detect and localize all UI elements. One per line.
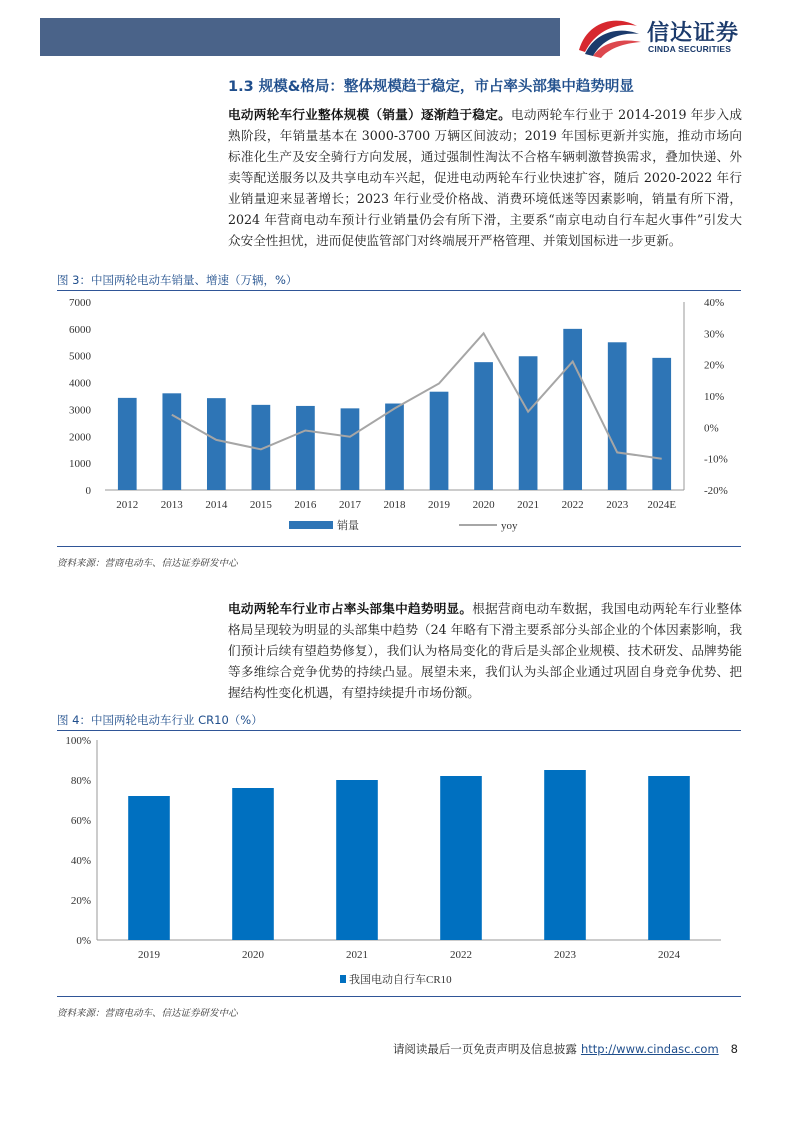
paragraph-body: 根据营商电动车数据，我国电动两轮车行业整体格局呈现较为明显的头部集中趋势（24 年略有下滑主要系部分头部企业的个体因素影响，我们预计后续有望趋势修复），我们认为格局变化的背后是头部企业规模、技术研发、品牌势能等多维综合竞争优势的持续凸显。展望未来，我们认为头部企业通过巩固自身竞争优势、把握结构性变化机遇，有望持续提升市场份额。 [228,601,743,700]
y-left-tick-label: 5000 [69,350,91,363]
line-yoy [172,333,662,458]
header-bar [40,18,560,56]
x-tick-label: 2020 [472,499,495,511]
legend-label-yoy: yoy [501,520,518,532]
bar-sales [563,329,582,490]
bar-sales [430,392,449,490]
x-tick-label: 2022 [561,499,584,511]
figure-4-bottom-rule [57,996,741,997]
y-tick-label: 100% [65,735,91,747]
page-number: 8 [730,1042,738,1056]
y-left-tick-label: 7000 [69,297,91,309]
x-tick-label: 2016 [294,499,317,511]
bar-cr10 [440,776,482,940]
y-tick-label: 20% [70,895,91,907]
x-tick-label: 2023 [554,949,576,961]
y-right-tick-label: 30% [704,328,725,341]
bar-sales [519,356,538,490]
y-tick-label: 0% [76,935,91,947]
paragraph-lead: 电动两轮车行业市占率头部集中趋势明显。 [228,601,473,616]
x-tick-label: 2015 [249,499,272,511]
x-tick-label: 2023 [606,499,629,511]
y-tick-label: 60% [70,815,91,827]
bar-sales [385,404,404,490]
cinda-logo-mark-icon [575,16,643,60]
bar-cr10 [128,796,170,940]
bar-cr10 [544,770,586,940]
figure-4-caption: 图 4：中国两轮电动车行业 CR10（%） [57,713,263,727]
figure-3-bottom-rule [57,546,741,547]
bar-sales [608,342,627,490]
figure-3-caption: 图 3：中国两轮电动车销量、增速（万辆，%） [57,273,298,287]
bar-cr10 [336,780,378,940]
x-tick-label: 2021 [346,949,368,961]
bar-cr10 [648,776,690,940]
footer-website-link[interactable]: http://www.cindasc.com [580,1042,719,1056]
bar-sales [341,408,360,490]
y-right-tick-label: 20% [704,359,725,372]
bar-sales [162,393,181,490]
section-title: 1.3 规模&格局：整体规模趋于稳定，市占率头部集中趋势明显 [228,79,634,95]
cinda-logo [575,14,775,64]
x-tick-label: 2019 [428,499,451,511]
bar-sales [207,398,226,490]
y-right-tick-label: -20% [704,485,728,497]
x-tick-label: 2024E [647,499,677,511]
cr10-chart [57,732,741,994]
footer-disclaimer: 请阅读最后一页免责声明及信息披露 [392,1042,577,1056]
page-footer [393,1041,738,1057]
x-tick-label: 2017 [338,499,361,511]
bar-sales [474,362,493,490]
y-left-tick-label: 0 [85,485,91,497]
legend-label-cr10: 我国电动自行车CR10 [349,974,452,986]
x-tick-label: 2019 [138,949,160,961]
bar-sales [118,398,137,490]
x-tick-label: 2021 [517,499,540,511]
figure-3-top-rule [57,290,741,291]
x-tick-label: 2013 [160,499,183,511]
y-left-tick-label: 4000 [69,377,91,390]
figure-4-source: 资料来源：营商电动车、信达证券研发中心 [57,1008,238,1019]
x-tick-label: 2018 [383,499,406,511]
y-tick-label: 40% [70,855,91,867]
bar-cr10 [232,788,274,940]
paragraph-body: 电动两轮车行业于 2014-2019 年步入成熟阶段，年销量基本在 3000-3700 万辆区间波动；2019 年国标更新并实施，推动市场向标准化生产及安全骑行方向发展，通过强制性淘汰不合格车辆刺激替换需求，叠加快递、外卖等配送服务以及共享电动车兴起，促进电动两轮车行业快速扩容，随后 2020-2022 年行业销量迎来显著增长；2023 年行业受价格战、消费环境低迷等因素影响，销量有所下滑，2024 年营商电动车预计行业销量仍会有所下滑，主要系“南京电动自行车起火事件”引发大众安全性担忧，进而促使监管部门对终端展开严格管理、并策划国标进一步更新。 [228,107,742,248]
paragraph-industry-scale [228,104,742,251]
x-tick-label: 2020 [242,949,264,961]
x-tick-label: 2024 [658,949,680,961]
y-right-tick-label: 40% [704,297,725,309]
y-right-tick-label: 10% [704,391,725,403]
paragraph-concentration [228,598,742,703]
x-tick-label: 2014 [205,499,228,511]
y-left-tick-label: 2000 [69,431,91,444]
logo-text-en: CINDA SECURITIES [648,44,732,54]
figure-4-top-rule [57,730,741,731]
figure-3-source: 资料来源：营商电动车、信达证券研发中心 [57,558,238,569]
logo-text-cn: 信达证券 [647,21,740,46]
legend-label-sales: 销量 [337,520,359,532]
bar-sales [296,406,315,490]
legend-swatch-cr10 [340,975,346,983]
sales-growth-chart [57,292,741,542]
y-tick-label: 80% [70,775,91,787]
bar-sales [652,358,671,490]
y-left-tick-label: 6000 [69,323,91,336]
x-tick-label: 2022 [450,949,472,961]
y-left-tick-label: 1000 [69,458,91,471]
legend-swatch-sales [289,521,333,529]
x-tick-label: 2012 [116,499,139,511]
y-left-tick-label: 3000 [69,404,91,417]
paragraph-lead: 电动两轮车行业整体规模（销量）逐渐趋于稳定。 [228,107,511,122]
y-right-tick-label: 0% [704,422,719,435]
y-right-tick-label: -10% [704,453,728,466]
